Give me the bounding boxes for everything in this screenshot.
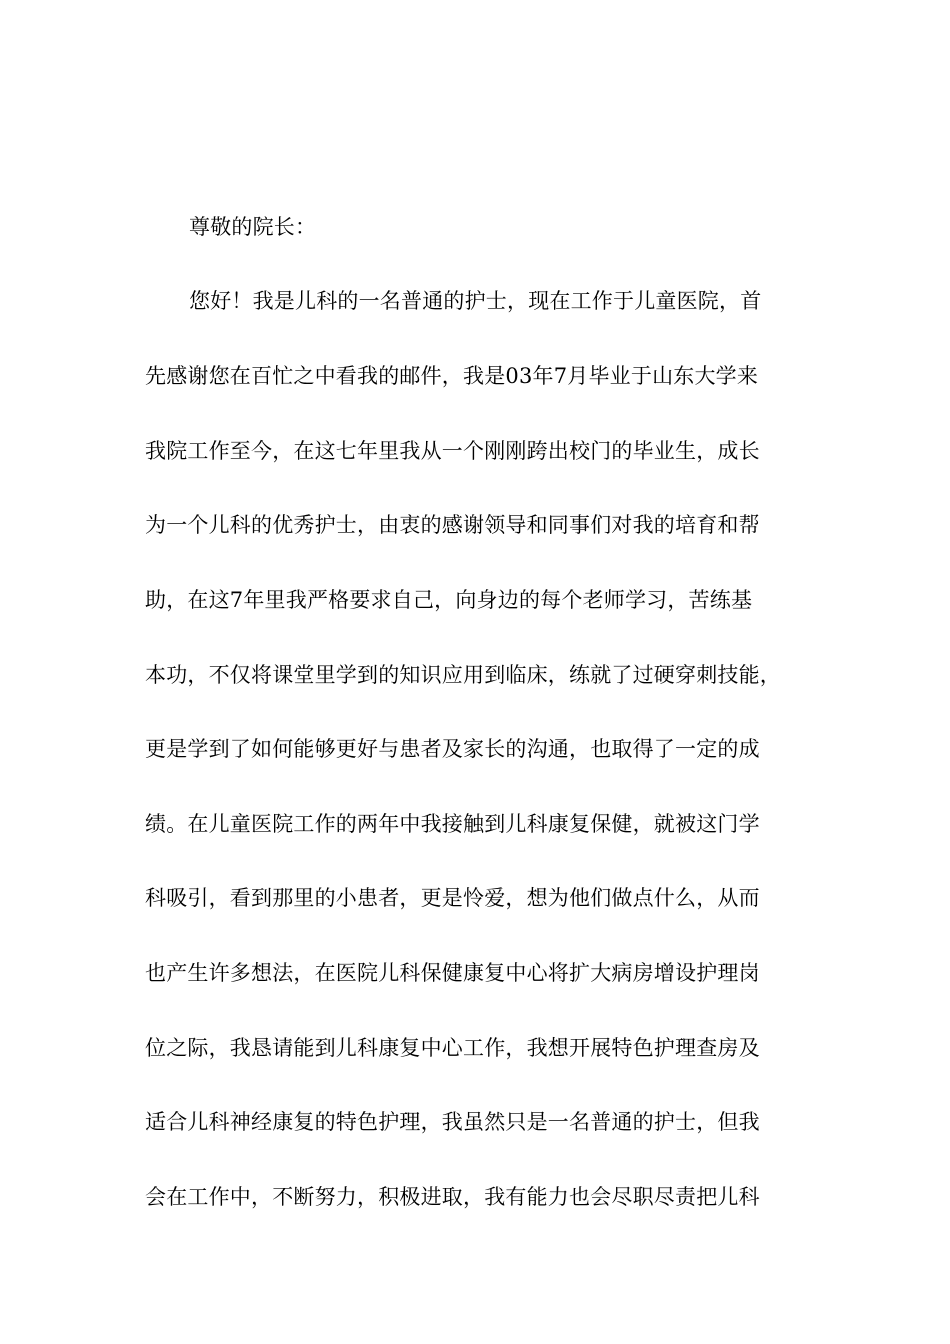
- body-line-2: 先感谢您在百忙之中看我的邮件，我是03年7月毕业于山东大学来: [145, 364, 759, 388]
- body-line-13: 会在工作中，不断努力，积极进取，我有能力也会尽职尽责把儿科: [145, 1185, 760, 1209]
- body-line-3: 我院工作至今，在这七年里我从一个刚刚跨出校门的毕业生，成长: [145, 439, 760, 463]
- salutation: 尊敬的院长：: [189, 215, 317, 239]
- body-line-8: 绩。在儿童医院工作的两年中我接触到儿科康复保健，就被这门学: [145, 812, 760, 836]
- body-line-4: 为一个儿科的优秀护士，由衷的感谢领导和同事们对我的培育和帮: [145, 513, 760, 537]
- body-line-11: 位之际，我恳请能到儿科康复中心工作，我想开展特色护理查房及: [145, 1036, 760, 1060]
- body-line-7: 更是学到了如何能够更好与患者及家长的沟通，也取得了一定的成: [145, 737, 760, 761]
- body-line-10: 也产生许多想法，在医院儿科保健康复中心将扩大病房增设护理岗: [145, 961, 760, 985]
- body-line-12: 适合儿科神经康复的特色护理，我虽然只是一名普通的护士，但我: [145, 1110, 760, 1134]
- body-line-1: 您好！我是儿科的一名普通的护士，现在工作于儿童医院，首: [189, 289, 762, 313]
- body-line-5: 助，在这7年里我严格要求自己，向身边的每个老师学习，苦练基: [145, 588, 753, 612]
- body-line-9: 科吸引，看到那里的小患者，更是怜爱，想为他们做点什么，从而: [145, 886, 760, 910]
- body-line-6: 本功，不仅将课堂里学到的知识应用到临床，练就了过硬穿刺技能，: [145, 663, 781, 687]
